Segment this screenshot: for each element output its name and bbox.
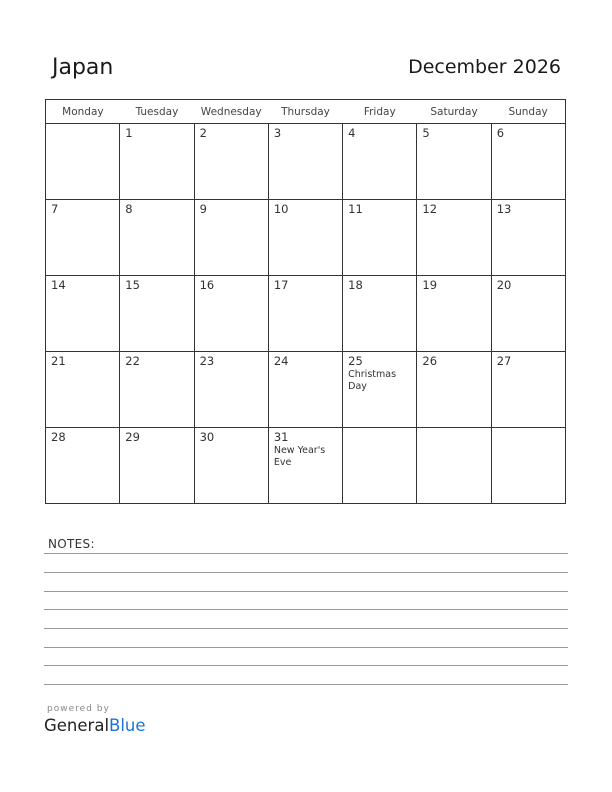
day-number: 18 bbox=[348, 278, 363, 292]
day-number: 22 bbox=[125, 354, 140, 368]
day-cell bbox=[268, 428, 342, 504]
day-number: 7 bbox=[51, 202, 59, 216]
note-line bbox=[44, 553, 568, 554]
day-cell bbox=[417, 124, 491, 200]
day-number: 9 bbox=[199, 202, 207, 216]
week-row bbox=[46, 428, 566, 504]
day-number: 2 bbox=[199, 126, 207, 140]
day-number: 31 bbox=[273, 430, 289, 444]
week-row bbox=[46, 200, 566, 276]
weekday-header: Monday bbox=[46, 100, 120, 124]
day-cell bbox=[417, 276, 491, 352]
day-cell bbox=[120, 124, 194, 200]
weekday-header: Sunday bbox=[491, 100, 565, 124]
generalblue-logo bbox=[44, 716, 146, 735]
weekday-header: Saturday bbox=[417, 100, 491, 124]
day-number: 28 bbox=[51, 430, 66, 444]
day-cell bbox=[343, 276, 417, 352]
day-number: 12 bbox=[422, 202, 438, 216]
day-number: 1 bbox=[125, 126, 133, 140]
weekday-header-row bbox=[46, 100, 566, 124]
day-number: 4 bbox=[348, 126, 356, 140]
day-cell bbox=[46, 276, 120, 352]
day-cell bbox=[417, 428, 491, 504]
day-number: 30 bbox=[199, 430, 215, 444]
day-cell bbox=[491, 124, 565, 200]
day-cell bbox=[268, 200, 342, 276]
note-line bbox=[44, 591, 568, 592]
day-number: 29 bbox=[125, 430, 140, 444]
day-cell bbox=[194, 352, 268, 428]
day-number: 19 bbox=[422, 278, 438, 292]
note-line bbox=[44, 609, 568, 610]
day-number: 8 bbox=[125, 202, 133, 216]
day-cell bbox=[343, 124, 417, 200]
day-cell bbox=[417, 200, 491, 276]
day-cell bbox=[491, 352, 565, 428]
brand-blue: Blue bbox=[109, 716, 146, 735]
day-number: 10 bbox=[273, 202, 289, 216]
day-cell bbox=[120, 428, 194, 504]
day-number: 5 bbox=[422, 126, 430, 140]
country-title: Japan bbox=[52, 55, 114, 80]
day-cell bbox=[268, 352, 342, 428]
day-number: 26 bbox=[422, 354, 438, 368]
holiday-label: New Year's Eve bbox=[273, 445, 326, 468]
day-cell bbox=[417, 352, 491, 428]
day-cell bbox=[343, 428, 417, 504]
day-cell bbox=[268, 124, 342, 200]
powered-by-text: powered by bbox=[47, 704, 110, 714]
day-number: 3 bbox=[273, 126, 282, 140]
day-number: 25 bbox=[348, 354, 363, 368]
week-row bbox=[46, 352, 566, 428]
week-row bbox=[46, 124, 566, 200]
day-cell bbox=[194, 200, 268, 276]
day-number: 14 bbox=[51, 278, 66, 292]
day-cell bbox=[46, 428, 120, 504]
day-number: 16 bbox=[199, 278, 215, 292]
day-cell bbox=[268, 276, 342, 352]
day-number: 6 bbox=[496, 126, 505, 140]
holiday-label: Christmas Day bbox=[348, 369, 397, 392]
note-line bbox=[44, 665, 568, 666]
brand-general: General bbox=[44, 716, 110, 735]
day-cell bbox=[120, 200, 194, 276]
day-cell bbox=[491, 276, 565, 352]
day-cell bbox=[120, 352, 194, 428]
day-cell bbox=[194, 428, 268, 504]
day-number: 20 bbox=[496, 278, 512, 292]
day-cell bbox=[343, 200, 417, 276]
day-cell bbox=[194, 124, 268, 200]
note-line bbox=[44, 572, 568, 573]
note-line bbox=[44, 628, 568, 629]
weekday-header: Thursday bbox=[268, 100, 342, 124]
day-number: 21 bbox=[51, 354, 66, 368]
note-line bbox=[44, 684, 568, 685]
day-cell bbox=[194, 276, 268, 352]
day-cell bbox=[46, 352, 120, 428]
calendar-grid bbox=[45, 99, 566, 504]
day-number: 23 bbox=[199, 354, 215, 368]
day-number: 17 bbox=[273, 278, 289, 292]
day-cell bbox=[120, 276, 194, 352]
note-line bbox=[44, 647, 568, 648]
weekday-header: Tuesday bbox=[120, 100, 194, 124]
day-number: 13 bbox=[496, 202, 512, 216]
day-cell bbox=[46, 200, 120, 276]
day-number: 11 bbox=[348, 202, 363, 216]
day-number: 27 bbox=[496, 354, 512, 368]
month-year-title: December 2026 bbox=[408, 56, 561, 78]
day-cell bbox=[46, 124, 120, 200]
day-cell bbox=[343, 352, 417, 428]
day-cell bbox=[491, 428, 565, 504]
weekday-header: Wednesday bbox=[194, 100, 268, 124]
day-number: 15 bbox=[125, 278, 140, 292]
day-cell bbox=[491, 200, 565, 276]
day-number: 24 bbox=[273, 354, 289, 368]
notes-label: NOTES: bbox=[48, 537, 95, 551]
week-row bbox=[46, 276, 566, 352]
weekday-header: Friday bbox=[343, 100, 417, 124]
